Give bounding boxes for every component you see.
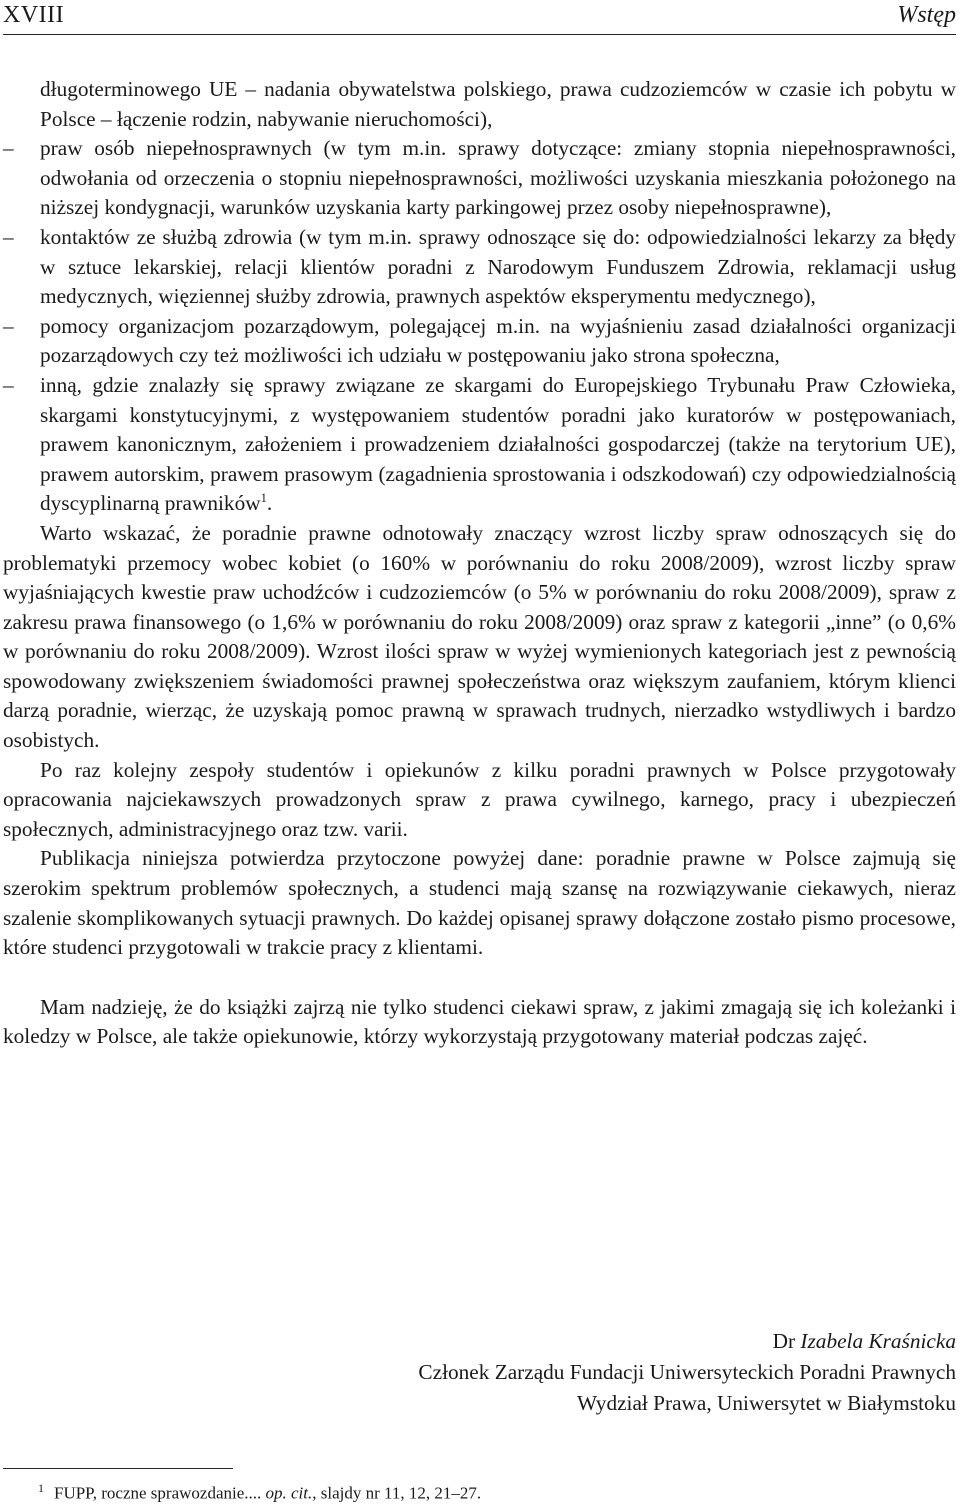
page-number: XVIII — [3, 2, 65, 28]
footnote-text: FUPP, roczne sprawozdanie.... — [54, 1483, 262, 1503]
signature-affiliation: Członek Zarządu Fundacji Uniwersyteckich Poradni Prawnych — [418, 1360, 956, 1384]
paragraph: Po raz kolejny zespoły studentów i opiekunów z kilku poradni prawnych w Polsce przygotowały opracowania najciekawszych prowadzonych spraw z prawa cywilnego, karnego, pracy i ubezpieczeń społecznych, administracyjnego oraz tzw. varii. — [3, 757, 956, 841]
list-item-text: kontaktów ze służbą zdrowia (w tym m.in. sprawy odnoszące się do: odpowiedzialności lekarzy za błędy w sztuce lekarskiej, relacji klientów poradni z Narodowym Funduszem Zdrowia, reklamacji usług medycznych, więziennej służby zdrowia, prawnych aspektów eksperymentu medycznego), — [40, 224, 956, 309]
dash-marker: – — [3, 136, 14, 161]
list-item-end: . — [266, 491, 273, 516]
list-item — [3, 371, 956, 519]
signature-title: Dr — [772, 1329, 796, 1353]
footnote-text-end: , slajdy nr 11, 12, 21–27. — [312, 1483, 482, 1503]
list-item-continuation: długoterminowego UE – nadania obywatelstwa polskiego, prawa cudzoziemców w czasie ich pobytu w Polsce – łączenie rodzin, nabywanie nieruchomości), — [40, 77, 956, 131]
closing-paragraph: Mam nadzieję, że do książki zajrzą nie tylko studenci ciekawi spraw, z jakimi zmagają się ich koleżanki i koledzy w Polsce, ale także opiekunowie, którzy wykorzystają przygotowany materiał podczas zajęć. — [3, 994, 956, 1049]
signature-name-line — [418, 1326, 956, 1357]
page-header — [3, 0, 956, 34]
list-item-text: pomocy organizacjom pozarządowym, polegającej m.in. na wyjaśnieniu zasad działalności organizacji pozarządowych czy też możliwości ich udziału w postępowaniu jako strona społeczna, — [40, 313, 956, 368]
dash-marker: – — [3, 372, 14, 397]
list-item — [3, 134, 956, 223]
body-text — [3, 75, 956, 1052]
paragraph: Publikacja niniejsza potwierdza przytoczone powyżej dane: poradnie prawne w Polsce zajmują się szerokim spektrum problemów społecznych, a studenci mają szansę na rozwiązywanie ciekawych, nieraz szalenie skomplikowanych sytuacji prawnych. Do każdej opisanej sprawy dołączone zostało pismo procesowe, które studenci przygotowali w trakcie pracy z klientami. — [3, 846, 956, 960]
paragraph-spacer — [3, 963, 956, 993]
footnote-reference[interactable]: 1 — [260, 491, 267, 506]
list-item-text: inną, gdzie znalazły się sprawy związane ze skargami do Europejskiego Trybunału Praw Człowieka, skargami konstytucyjnymi, z występowaniem studentów poradni jako kuratorów w postępowaniach, prawem kanonicznym, założeniem i prowadzeniem działalności gospodarczej (także na terytorium UE), prawem autorskim, prawem prasowym (zagadnienia sprostowania i odszkodowań) czy odpowiedzialnością dyscyplinarną prawników — [40, 372, 956, 516]
footnote-citation: op. cit. — [265, 1483, 313, 1503]
dash-marker: – — [3, 224, 14, 249]
signature-name: Izabela Kraśnicka — [800, 1329, 956, 1353]
footnote-mark: 1 — [38, 1481, 44, 1495]
signature-block — [418, 1326, 956, 1419]
footnote — [3, 1477, 481, 1505]
header-rule — [3, 34, 956, 35]
signature-institution: Wydział Prawa, Uniwersytet w Białymstoku — [576, 1391, 956, 1415]
list-item-text: praw osób niepełnosprawnych (w tym m.in. sprawy dotyczące: zmiany stopnia niepełnosprawności, odwołania od orzeczenia o stopniu niepełnosprawności, możliwości uzyskania mieszkania położonego na niższej kondygnacji, warunków uzyskania karty parkingowej przez osoby niepełnosprawne), — [40, 136, 956, 220]
paragraph: Warto wskazać, że poradnie prawne odnotowały znaczący wzrost liczby spraw odnoszących się do problematyki przemocy wobec kobiet (o 160% w porównaniu do roku 2008/2009), wzrost liczby spraw wyjaśniających kwestie praw uchodźców i cudzoziemców (o 5% w porównaniu do roku 2008/2009), spraw z zakresu prawa finansowego (o 1,6% w porównaniu do roku 2008/2009) oraz spraw z kategorii „inne” (o 0,6% w porównaniu do roku 2008/2009). Wzrost ilości spraw w wyżej wymienionych kategoriach jest z pewnością spowodowany zwiększeniem świadomości prawnej społeczeństwa oraz większym zaufaniem, którym klienci darzą poradnie, wierząc, że uzyskają pomoc prawną w sprawach trudnych, nierzadko wstydliwych i bardzo osobistych. — [3, 520, 956, 753]
list-item — [3, 223, 956, 312]
footnote-rule — [3, 1468, 233, 1469]
list-item — [3, 312, 956, 371]
running-title: Wstęp — [897, 2, 956, 28]
dash-marker: – — [3, 313, 14, 338]
